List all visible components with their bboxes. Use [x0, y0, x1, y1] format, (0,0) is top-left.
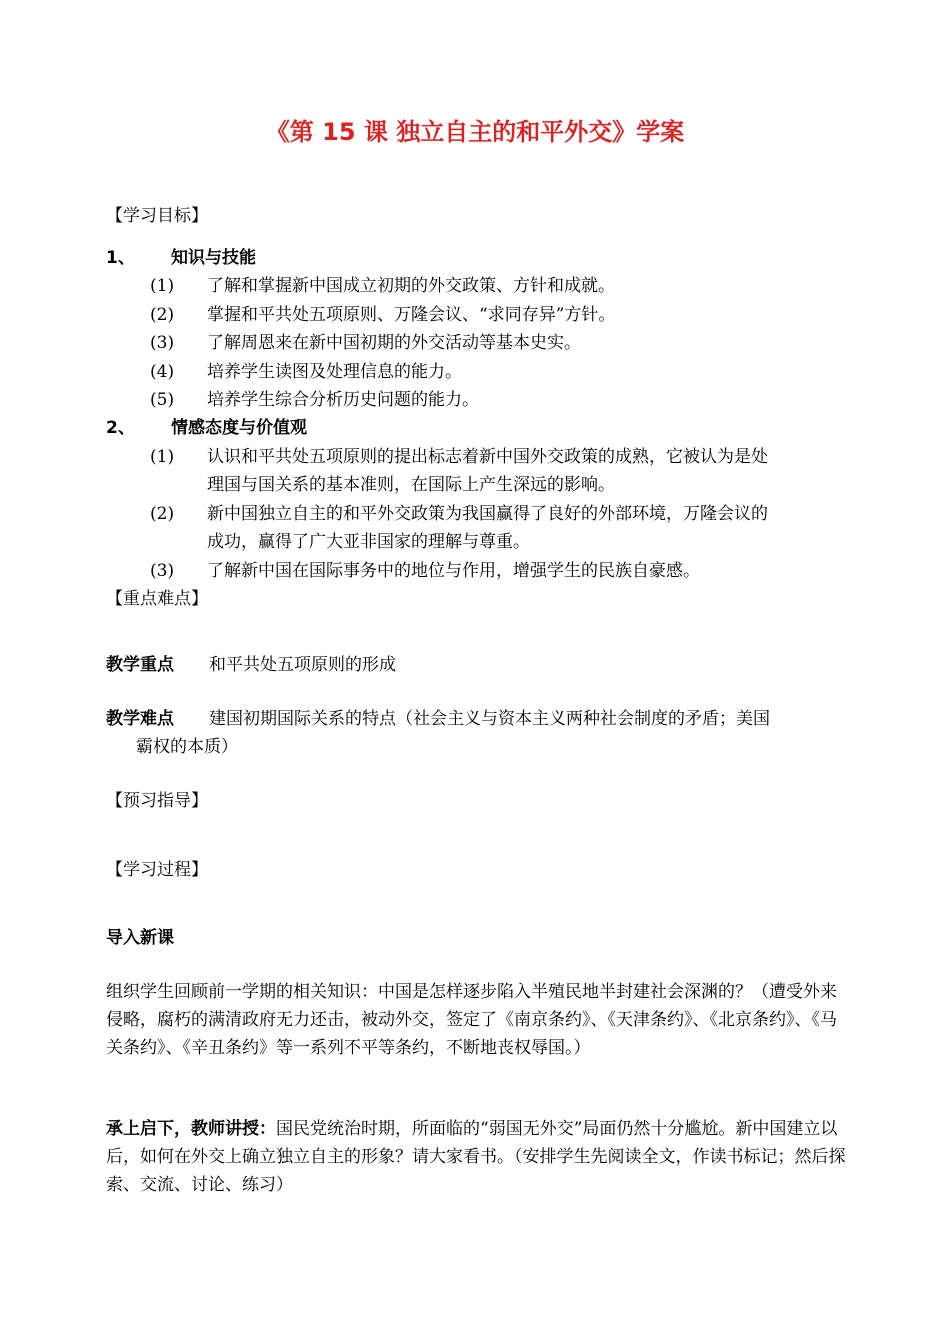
list-item: 掌握和平共处五项原则、万隆会议、“求同存异”方针。	[207, 305, 616, 325]
list-item: 了解新中国在国际事务中的地位与作用，增强学生的民族自豪感。	[207, 561, 700, 581]
section2-label: 情感态度与价值观	[171, 418, 307, 438]
process-heading: 【学习过程】	[106, 860, 208, 880]
list-item-index: (1)	[150, 447, 175, 467]
focus-label: 教学重点	[106, 655, 174, 675]
list-item: 培养学生综合分析历史问题的能力。	[207, 390, 479, 410]
list-item-index: (1)	[150, 276, 175, 296]
section2-number: 2、	[106, 418, 135, 438]
preview-heading: 【预习指导】	[106, 791, 208, 811]
list-item-index: (5)	[150, 390, 175, 410]
key-points-heading: 【重点难点】	[106, 589, 208, 609]
transition-text: 国民党统治时期，所面临的“弱国无外交”局面仍然十分尴尬。新中国建立以后，如何在外交上确立独立自主的形象？请大家看书。（安排学生先阅读全文，作读书标记；然后探索、交流、讨论、练习）	[106, 1119, 846, 1195]
list-item: 培养学生读图及处理信息的能力。	[207, 362, 462, 382]
list-item: 了解周恩来在新中国初期的外交活动等基本史实。	[207, 333, 581, 353]
intro-paragraph: 组织学生回顾前一学期的相关知识：中国是怎样逐步陷入半殖民地半封建社会深渊的？（遭受外来侵略，腐朽的满清政府无力还击，被动外交，签定了《南京条约》、《天津条约》、《北京条约》、《马关条约》、《辛丑条约》等一系列不平等条约，不断地丧权辱国。）	[106, 982, 837, 1058]
difficulty-text: 建国初期国际关系的特点（社会主义与资本主义两种社会制度的矛盾；美国	[209, 709, 770, 729]
list-item-index: (4)	[150, 362, 175, 382]
list-item-index: (2)	[150, 504, 175, 524]
list-item: 新中国独立自主的和平外交政策为我国赢得了良好的外部环境，万隆会议的	[207, 504, 768, 524]
section1-label: 知识与技能	[171, 248, 256, 268]
list-item: 认识和平共处五项原则的提出标志着新中国外交政策的成熟，它被认为是处	[207, 447, 768, 467]
page-title: 《第 15 课 独立自主的和平外交》学案	[265, 118, 685, 146]
difficulty-text-continuation: 霸权的本质）	[136, 737, 238, 757]
list-item-index: (3)	[150, 333, 175, 353]
list-item-index: (2)	[150, 305, 175, 325]
section1-number: 1、	[106, 248, 135, 268]
list-item-continuation: 成功，赢得了广大亚非国家的理解与尊重。	[207, 532, 530, 552]
difficulty-label: 教学难点	[106, 709, 174, 729]
objectives-heading: 【学习目标】	[106, 206, 208, 226]
list-item-index: (3)	[150, 561, 175, 581]
transition-paragraph	[106, 1115, 846, 1199]
focus-text: 和平共处五项原则的形成	[209, 655, 396, 675]
intro-heading: 导入新课	[106, 928, 174, 948]
list-item-continuation: 理国与国关系的基本准则，在国际上产生深远的影响。	[207, 475, 615, 495]
transition-label: 承上启下，教师讲授：	[106, 1119, 276, 1139]
list-item: 了解和掌握新中国成立初期的外交政策、方针和成就。	[207, 276, 615, 296]
